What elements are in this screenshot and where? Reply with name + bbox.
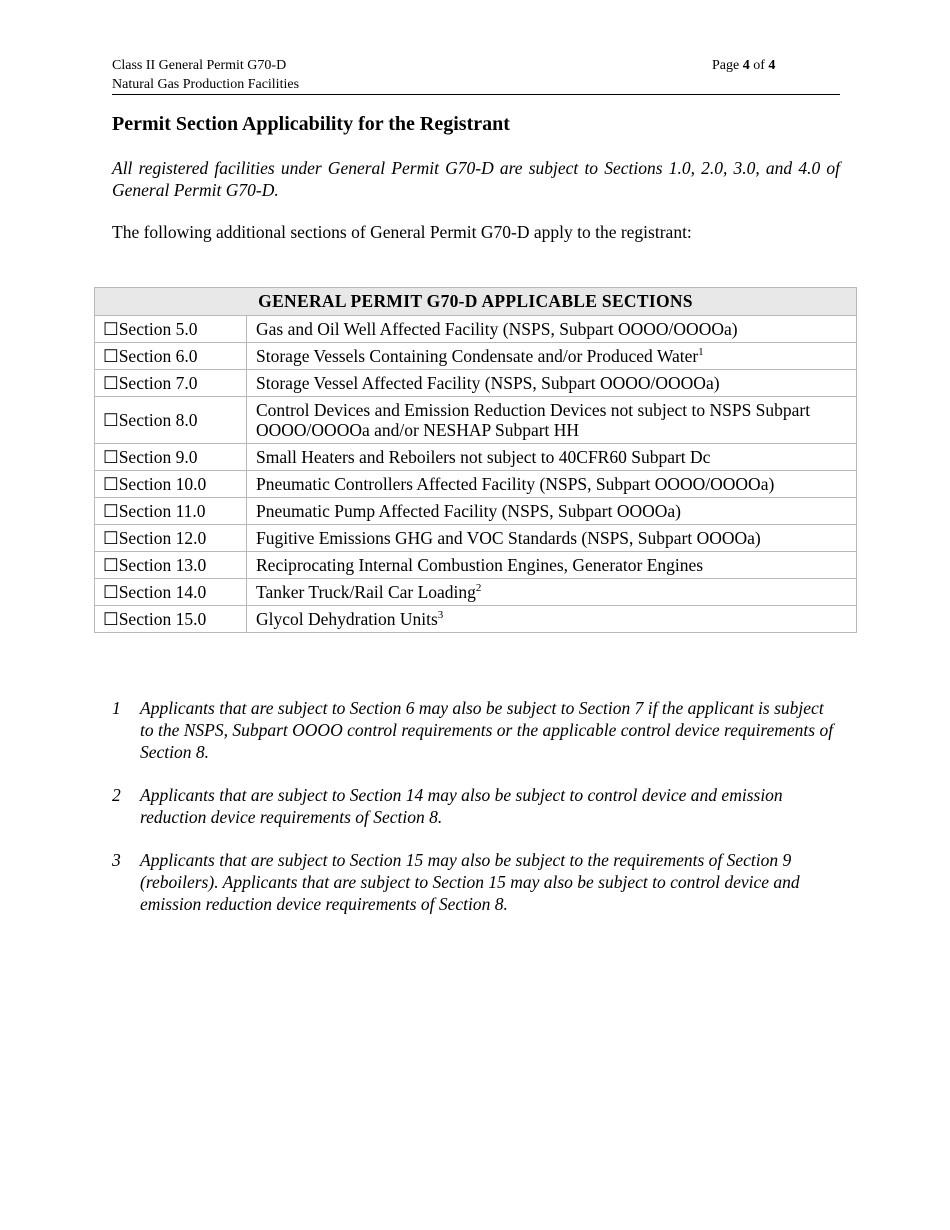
section-label: Section 6.0	[118, 346, 198, 366]
checkbox[interactable]: ☐	[103, 609, 119, 629]
section-cell	[95, 606, 247, 633]
description-cell	[247, 343, 857, 370]
table-row	[95, 525, 857, 552]
header-facility-type: Natural Gas Production Facilities	[112, 77, 300, 92]
footnote-number: 3	[112, 850, 121, 870]
section-description: Pneumatic Controllers Affected Facility (NSPS, Subpart OOOO/OOOOa)	[256, 474, 775, 494]
footnote-text: Applicants that are subject to Section 15 may also be subject to the requirements of Section 9 (reboilers). Applicants that are subject to Section 15 may also be subject to control device and emission reduction device requirements of Section 8.	[140, 850, 800, 914]
table-row	[95, 579, 857, 606]
description-cell	[247, 444, 857, 471]
table-row	[95, 471, 857, 498]
description-cell	[247, 525, 857, 552]
section-label: Section 9.0	[118, 447, 198, 467]
description-cell	[247, 552, 857, 579]
description-cell	[247, 579, 857, 606]
section-description: Glycol Dehydration Units	[256, 609, 438, 629]
table-row	[95, 370, 857, 397]
section-label: Section 11.0	[118, 501, 206, 521]
section-label: Section 14.0	[118, 582, 207, 602]
section-description: Tanker Truck/Rail Car Loading	[256, 582, 476, 602]
checkbox[interactable]: ☐	[103, 582, 119, 602]
table-row	[95, 606, 857, 633]
page-current: 4	[742, 58, 750, 73]
section-label: Section 8.0	[118, 410, 198, 430]
table-row	[95, 552, 857, 579]
lead-paragraph: The following additional sections of General Permit G70-D apply to the registrant:	[112, 222, 692, 242]
footnotes	[112, 697, 840, 936]
section-description: Fugitive Emissions GHG and VOC Standards (NSPS, Subpart OOOOa)	[256, 528, 761, 548]
table-row	[95, 444, 857, 471]
section-label: Section 12.0	[118, 528, 207, 548]
section-cell	[95, 343, 247, 370]
checkbox[interactable]: ☐	[103, 447, 119, 467]
table-row	[95, 343, 857, 370]
footnote-marker: 2	[475, 582, 482, 594]
section-label: Section 13.0	[118, 555, 207, 575]
footnote	[112, 849, 840, 915]
section-description: Pneumatic Pump Affected Facility (NSPS, Subpart OOOOa)	[256, 501, 681, 521]
checkbox[interactable]: ☐	[103, 346, 119, 366]
page-total: 4	[768, 58, 776, 73]
intro-paragraph: All registered facilities under General Permit G70-D are subject to Sections 1.0, 2.0, 3.0, and 4.0 of General Permit G70-D.	[112, 158, 840, 200]
page-number	[712, 56, 775, 75]
footnote	[112, 697, 840, 763]
description-cell	[247, 606, 857, 633]
checkbox[interactable]: ☐	[103, 555, 119, 575]
description-cell	[247, 471, 857, 498]
footnote-text: Applicants that are subject to Section 14 may also be subject to control device and emission reduction device requirements of Section 8.	[140, 785, 783, 827]
table-row	[95, 316, 857, 343]
description-cell	[247, 498, 857, 525]
header-left	[112, 56, 299, 94]
section-description: Control Devices and Emission Reduction Devices not subject to NSPS Subpart OOOO/OOOOa and/or NESHAP Subpart HH	[256, 400, 811, 440]
section-cell	[95, 552, 247, 579]
checkbox[interactable]: ☐	[103, 373, 119, 393]
checkbox[interactable]: ☐	[103, 501, 119, 521]
footnote-number: 1	[112, 698, 121, 718]
checkbox[interactable]: ☐	[103, 474, 119, 494]
footnote-marker: 3	[437, 609, 444, 621]
table-header-row	[95, 288, 857, 316]
section-description: Small Heaters and Reboilers not subject to 40CFR60 Subpart Dc	[256, 447, 711, 467]
header-permit-name: Class II General Permit G70-D	[112, 58, 287, 73]
section-description: Reciprocating Internal Combustion Engines, Generator Engines	[256, 555, 704, 575]
description-cell	[247, 397, 857, 444]
section-label: Section 7.0	[118, 373, 198, 393]
section-cell	[95, 471, 247, 498]
footnote-text: Applicants that are subject to Section 6 may also be subject to Section 7 if the applicant is subject to the NSPS, Subpart OOOO control requirements or the applicable control device requirements of Section 8.	[140, 698, 834, 762]
section-label: Section 15.0	[118, 609, 207, 629]
description-cell	[247, 370, 857, 397]
page-header	[112, 56, 840, 95]
checkbox[interactable]: ☐	[103, 410, 119, 430]
section-cell	[95, 579, 247, 606]
section-cell	[95, 397, 247, 444]
section-cell	[95, 498, 247, 525]
section-description: Storage Vessels Containing Condensate and/or Produced Water	[256, 346, 699, 366]
section-description: Gas and Oil Well Affected Facility (NSPS, Subpart OOOO/OOOOa)	[256, 319, 738, 339]
checkbox[interactable]: ☐	[103, 528, 119, 548]
table-body	[95, 316, 857, 633]
section-cell	[95, 525, 247, 552]
section-label: Section 5.0	[118, 319, 198, 339]
footnote	[112, 784, 840, 828]
section-label: Section 10.0	[118, 474, 207, 494]
description-cell	[247, 316, 857, 343]
section-title: Permit Section Applicability for the Registrant	[112, 113, 510, 135]
section-description: Storage Vessel Affected Facility (NSPS, Subpart OOOO/OOOOa)	[256, 373, 720, 393]
checkbox[interactable]: ☐	[103, 319, 119, 339]
table-row	[95, 397, 857, 444]
footnote-number: 2	[112, 785, 121, 805]
section-cell	[95, 370, 247, 397]
page-of: of	[753, 58, 765, 73]
page-word: Page	[712, 58, 740, 73]
table-heading: GENERAL PERMIT G70-D APPLICABLE SECTIONS	[95, 288, 857, 316]
section-cell	[95, 316, 247, 343]
applicable-sections-table	[94, 287, 857, 633]
section-cell	[95, 444, 247, 471]
table-row	[95, 498, 857, 525]
footnote-marker: 1	[698, 346, 704, 358]
